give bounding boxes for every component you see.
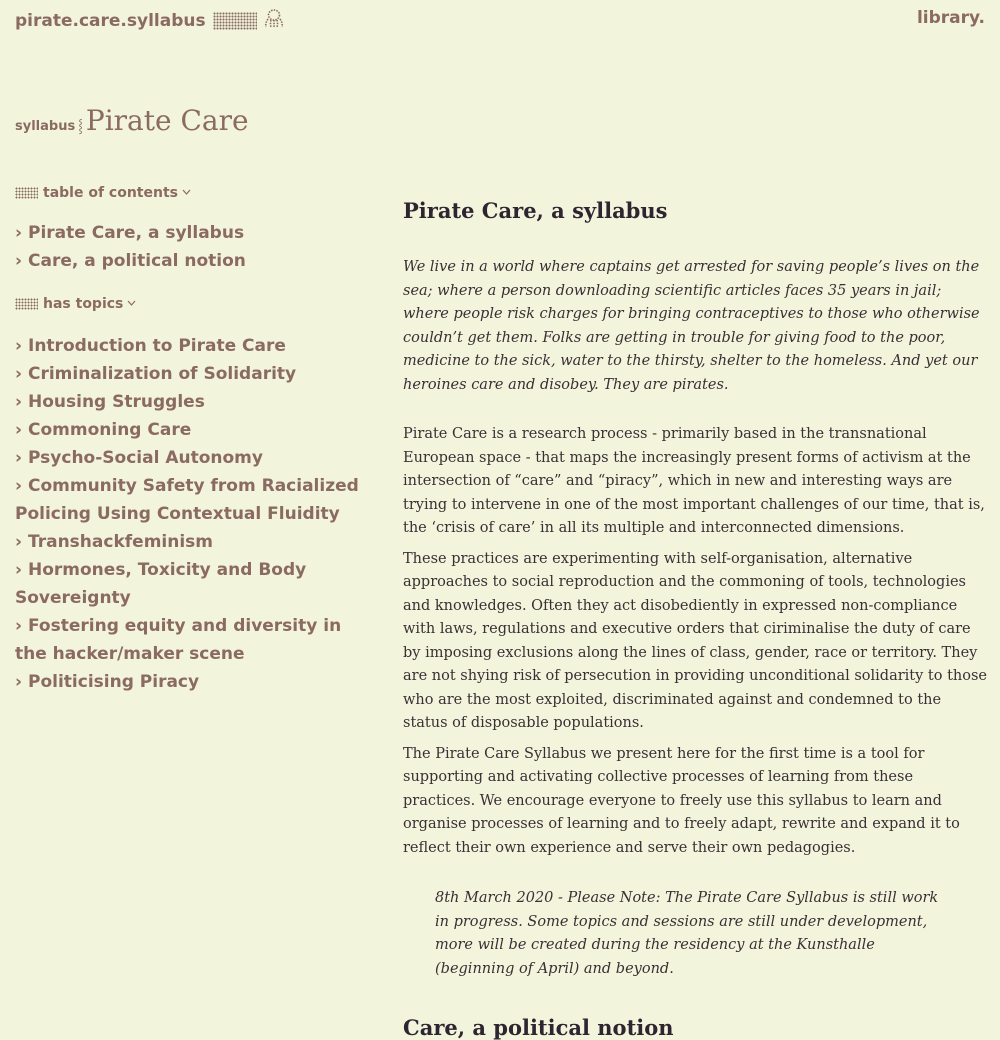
topic-item[interactable]: [15, 444, 375, 472]
topic-item[interactable]: [15, 360, 375, 388]
topic-item[interactable]: [15, 668, 375, 696]
chevron-right-icon: ›: [15, 420, 23, 440]
library-link[interactable]: library.: [916, 8, 985, 28]
toc-label: table of contents: [43, 185, 178, 201]
site-title: pirate.care.syllabus: [15, 10, 206, 31]
topic-item[interactable]: [15, 332, 375, 360]
lead-paragraph: We live in a world where captains get arrested for saving people’s lives on the sea; where a person downloading scientific articles faces 35 years in jail; where people risk charges for bringing contraceptives to those who otherwise couldn’t get them. Folks are getting in trouble for giving food to the poor, medicine to the sick, water to the thirsty, shelter to the homeless. And yet our heroines care and disobey. They are pirates.: [403, 259, 980, 393]
topic-item[interactable]: [15, 388, 375, 416]
chevron-right-icon: ›: [15, 672, 23, 692]
topic-item[interactable]: [15, 612, 375, 668]
topic-item[interactable]: [15, 472, 375, 528]
sidebar: [15, 183, 375, 696]
dot-pattern-icon: [15, 298, 38, 310]
work-in-progress-note: 8th March 2020 - Please Note: The Pirate Care Syllabus is still work in progress. Some topics and sessions are still under development, more will be created during the residency at the Kunsthalle (beginning of April) and beyond.: [435, 890, 939, 977]
toc-toggle[interactable]: [15, 183, 375, 203]
topic-item[interactable]: [15, 556, 375, 612]
breadcrumb: [15, 104, 249, 137]
body-paragraph: The Pirate Care Syllabus we present here for the first time is a tool for supporting and activating collective processes of learning from these practices. We encourage everyone to freely use this syllabus to learn and organise processes of learning and to freely adapt, rewrite and expand it to reflect their own experience and serve their own pedagogies.: [403, 745, 960, 856]
topics-toggle[interactable]: [15, 294, 375, 314]
breadcrumb-separator: ⸾: [78, 119, 83, 134]
toc-item-label: Care, a political notion: [28, 251, 246, 271]
topics-list: [15, 332, 375, 696]
topic-item-label: Fostering equity and diversity in the hacker/maker scene: [15, 616, 342, 664]
chevron-down-icon: [127, 299, 136, 309]
section-heading: Care, a political notion: [403, 1015, 674, 1040]
topic-item-label: Hormones, Toxicity and Body Sovereignty: [15, 560, 307, 608]
chevron-right-icon: ›: [15, 364, 23, 384]
chevron-right-icon: ›: [15, 476, 23, 496]
topic-item-label: Community Safety from Racialized Policing Using Contextual Fluidity: [15, 476, 359, 524]
chevron-down-icon: [182, 188, 191, 198]
chevron-right-icon: ›: [15, 392, 23, 412]
page-title: Pirate Care: [85, 104, 249, 137]
chevron-right-icon: ›: [15, 223, 23, 243]
topic-item[interactable]: [15, 528, 375, 556]
chevron-right-icon: ›: [15, 616, 23, 636]
body-paragraph: These practices are experimenting with self-organisation, alternative approaches to social reproduction and the commoning of tools, technologies and knowledges. Often they act disobediently in expressed non-compliance with laws, regulations and executive orders that ciriminalise the duty of care by imposing exclusions along the lines of class, gender, race or territory. They are not shying risk of persecution in providing unconditional solidarity to those who are the most exploited, discriminated against and condemned to the status of disposable populations.: [403, 550, 988, 731]
octopus-icon: [263, 8, 285, 33]
toc-item[interactable]: [15, 219, 375, 247]
chevron-right-icon: ›: [15, 336, 23, 356]
toc-list: [15, 219, 375, 275]
topic-item-label: Housing Struggles: [28, 392, 205, 412]
chevron-right-icon: ›: [15, 532, 23, 552]
toc-item[interactable]: [15, 247, 375, 275]
site-title-link[interactable]: [15, 8, 285, 33]
topic-item-label: Transhackfeminism: [28, 532, 213, 552]
topic-item-label: Criminalization of Solidarity: [28, 364, 297, 384]
topic-item-label: Psycho-Social Autonomy: [28, 448, 263, 468]
chevron-right-icon: ›: [15, 560, 23, 580]
breadcrumb-syllabus[interactable]: syllabus: [15, 119, 76, 134]
dot-pattern-icon: [15, 187, 38, 199]
main-content: [403, 196, 988, 1040]
article-title: Pirate Care, a syllabus: [403, 198, 668, 223]
toc-item-label: Pirate Care, a syllabus: [28, 223, 245, 243]
chevron-right-icon: ›: [15, 251, 23, 271]
topic-item-label: Politicising Piracy: [28, 672, 200, 692]
dot-pattern-icon: [213, 12, 257, 30]
topic-item-label: Introduction to Pirate Care: [28, 336, 286, 356]
chevron-right-icon: ›: [15, 448, 23, 468]
topics-label: has topics: [43, 296, 124, 312]
body-paragraph: Pirate Care is a research process - primarily based in the transnational European space - that maps the increasingly present forms of activism at the intersection of “care” and “piracy”, which in new and interesting ways are trying to intervene in one of the most important challenges of our time, that is, the ‘crisis of care’ in all its multiple and interconnected dimensions.: [403, 426, 985, 536]
topic-item[interactable]: [15, 416, 375, 444]
topic-item-label: Commoning Care: [28, 420, 192, 440]
